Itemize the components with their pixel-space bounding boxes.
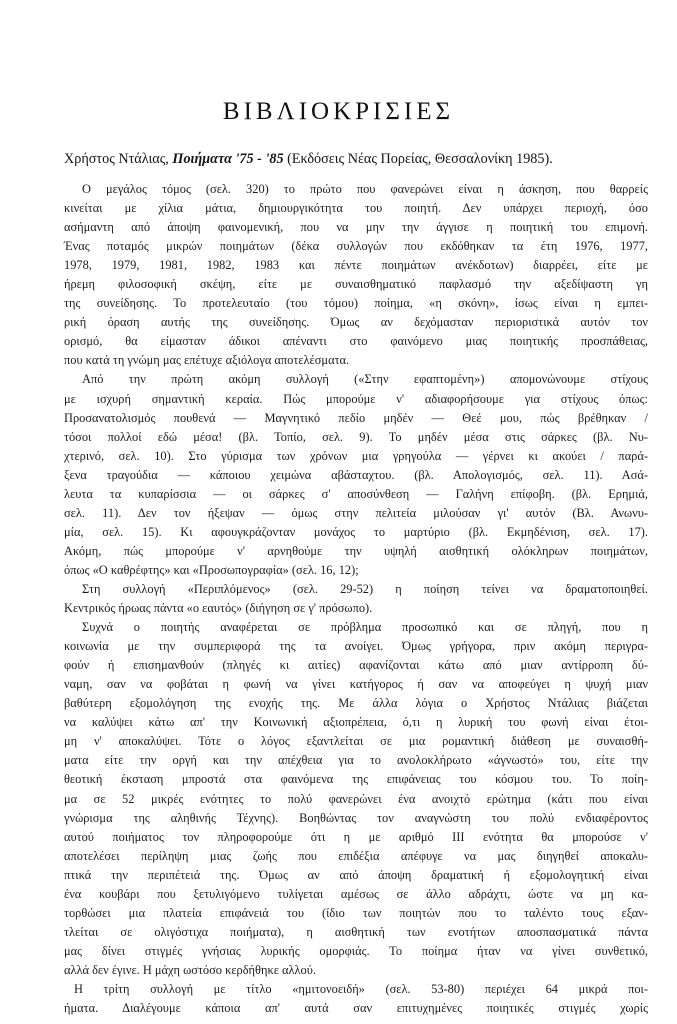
text-line: τορθώσει μια πλατεία επιφάνειά του (ίδιο των ποιητών που το ταλέντο τους εξαν- <box>64 905 648 920</box>
text-line: ήρεμη φιλοσοφική σκέψη, είτε με συναισθηματικό παφλασμό την αξεδίψαστη γη <box>64 277 648 292</box>
text-line: λευτα τα κυπαρίσσια — οι σάρκες σ' αποσύνθεση — Γαλήνη επίφοβη. (βλ. Ερημιά, <box>64 486 648 501</box>
text-line: χτερινό, σελ. 10). Στο γύρισμα των χρόνων μια γρηγούλα — γέρνει κι ακούει / παρά- <box>64 448 648 463</box>
text-line: σελ. 11). Δεν τον ήξεψαν — όμως στην πελιτεία μιλούσαν γι' αυτόν (Βλ. Ανωνυ- <box>64 505 648 520</box>
text-line: Ακόμη, πώς μπορούμε ν' αρνηθούμε την υψηλή αισθητική ολόκληρων ποιημάτων, <box>64 543 648 558</box>
text-line: βαθύτερη εξομολόγηση της ενοχής της. Με άλλα λόγια ο Χρήστος Ντάλιας βιάζεται <box>64 696 648 711</box>
text-line: να καλύψει κάτω απ' την Κοινωνική αξιοπρέπεια, ό,τι η λυρική του φωνή είναι έτοι- <box>64 715 648 730</box>
text-line: με ισχυρή σημαντική κεραία. Πώς μπορούμε ν' αδιαφορήσουμε για στίχους όπως: <box>64 391 648 406</box>
text-line: ασήμαντη από άποψη φαινομενική, που να μην την άγγισε η ποιητική του επιμονή. <box>64 220 648 235</box>
text-line: Κεντρικός ήρωας πάντα «ο εαυτός» (διήγηση σε γ' πρόσωπο). <box>64 601 373 616</box>
text-line: ήματα. Διαλέγουμε κάποια απ' αυτά σαν επιτυχημένες ποιητικές στιγμές χωρίς <box>64 1001 648 1016</box>
text-line: Ο μεγάλος τόμος (σελ. 320) το πρώτο που φανερώνει είναι η άσκηση, που θαρρείς <box>82 182 648 196</box>
text-line: ένα κουβάρι που ξετυλιγόμενο τυλίγεται αμέσως σε άλλο αδράχτι, ώστε να μη κα- <box>64 886 648 901</box>
book-citation <box>64 151 648 168</box>
text-line: αλλά δεν έγινε. Η μάχη ωστόσο κερδήθηκε αλλού. <box>64 962 316 977</box>
text-line: Ένας ποταμός μικρών ποιημάτων (δέκα συλλογών που εκδόθηκαν τα έτη 1976, 1977, <box>64 239 648 254</box>
text-line: της συνείδησης. Το προτελευταίο (του τόμου) ποίημα, «η σκόνη», ίσως είναι η εμπει- <box>64 296 648 311</box>
book-title: Ποιήματα '75 - '85 <box>172 151 284 167</box>
text-line: αποτελέσει περίληψη μιας ζωής που επιδέξια απέφυγε να μας διηγηθεί αποκαλυ- <box>64 848 648 863</box>
text-line: ξενα τραγούδια — κάποιου χειμώνα αβάσταχτου. (βλ. Απολογισμός, σελ. 11). Ασά- <box>64 467 648 482</box>
text-line: ματα είτε την οργή και την απέχθεια για το ανολοκλήρωτο «άγνωστό» του, είτε την <box>64 753 648 768</box>
book-author: Χρήστος Ντάλιας, <box>64 151 169 167</box>
text-line: τόσοι πολλοί εδώ μέσα! (βλ. Τοπίο, σελ. 9). Το μηδέν μέσα στις σάρκες (βλ. Νυ- <box>64 429 648 444</box>
text-line: κοινωνία με την συμπεριφορά της τα ανοίγει. Όμως γρήγορα, πριν ακόμη περιγρα- <box>64 639 648 654</box>
text-line: ορισμό, θα είμασταν άδικοι απέναντι στο φαινόμενο μιας ποιητικής προσπάθειας, <box>64 334 648 349</box>
text-line: Από την πρώτη ακόμη συλλογή («Στην εφαπτομένη») απομονώνουμε στίχους <box>82 372 648 387</box>
text-line: Προσανατολισμός πουθενά — Μαγνητικό πεδίο μηδέν — Θεέ μου, πώς βρέθηκαν / <box>64 410 648 425</box>
text-line: όπως «Ο καθρέφτης» και «Προσωπογραφία» (σελ. 16, 12); <box>64 562 359 577</box>
text-line: Στη συλλογή «Περιπλόμενος» (σελ. 29-52) η ποίηση τείνει να δραματοποιηθεί. <box>82 581 648 596</box>
text-line: Συχνά ο ποιητής αναφέρεται σε πρόβλημα προσωπικό και σε πληγή, που η <box>82 620 648 635</box>
text-line: που κατά τη γνώμη μας επέτυχε αξιόλογα αποτελέσματα. <box>64 353 350 368</box>
text-line: κινείται με χίλια μάτια, δημιουργικότητα του ποιητή. Δεν υπάρχει περιοχή, όσο <box>64 201 648 216</box>
text-line: αυτού ποιήματος τον πληροφορούμε ότι η με αριθμό III ενότητα θα μπορούσε ν' <box>64 829 648 844</box>
page-heading: ΒΙΒΛΙΟΚΡΙΣΙΕΣ <box>222 98 455 125</box>
text-line: γνώρισμα της αληθινής Τέχνης). Βοηθώντας τον αναγνώστη του πολύ ενδιαφέροντος <box>64 810 648 825</box>
text-line: μα σε 52 μικρές ενότητες το πολύ φανερώνει ένα ανοιχτό ερώτημα (κάτι που είναι <box>64 791 648 806</box>
text-line: Η τρίτη συλλογή με τίτλο «ημιτονοειδή» (σελ. 53-80) περιέχει 64 μικρά ποι- <box>74 981 648 996</box>
text-line: μία, σελ. 15). Κι αφουγκράζονταν μονάχος το μαρτύριο (βλ. Εκμηδένιση, σελ. 17). <box>64 524 648 539</box>
review-body <box>64 180 648 1018</box>
book-publisher: (Εκδόσεις Νέας Πορείας, Θεσσαλονίκη 1985). <box>287 151 553 167</box>
text-line: θεοτική έκσταση μπροστά στα φαινόμενα της επιφάνειας του κόσμου του. Το ποίη- <box>64 772 648 787</box>
text-line: τλείται σε ολιγόστιχα ποιήματα), η αισθητική των ενοτήτων αποσπασματικά πάντα <box>64 924 648 939</box>
text-line: πτικά την περιπέτειά της. Όμως αν από άποψη δραματική ή εξομολογητική είναι <box>64 867 648 882</box>
text-line: μη ν' αποκαλύψει. Τότε ο λόγος εξαντλείται σε μια ρομαντική διάθεση με συναισθή- <box>64 734 648 749</box>
text-line: 1978, 1979, 1981, 1982, 1983 και πέντε ποιημάτων ανέκδοτων) διαρρέει, είτε με <box>64 258 648 273</box>
text-line: ναμη, σαν να φοβάται η φωνή να γίνει κατήγορος ή σαν να αποφεύγει η ψυχή μιαν <box>64 677 648 692</box>
text-line: ρική όραση αυτής της συνείδησης. Όμως αν δεχόμασταν περιοριστικά αυτόν τον <box>64 315 648 330</box>
text-line: μας δίνει στιγμές γνήσιας λυρικής ομορφιάς. Το ποίημα ήταν να γίνει συνθετικό, <box>64 943 648 958</box>
text-line: φούν ή επισημανθούν (πληγές κι αιτίες) αφανίζονται κάτω από μιαν αντίρροπη δύ- <box>64 658 648 673</box>
